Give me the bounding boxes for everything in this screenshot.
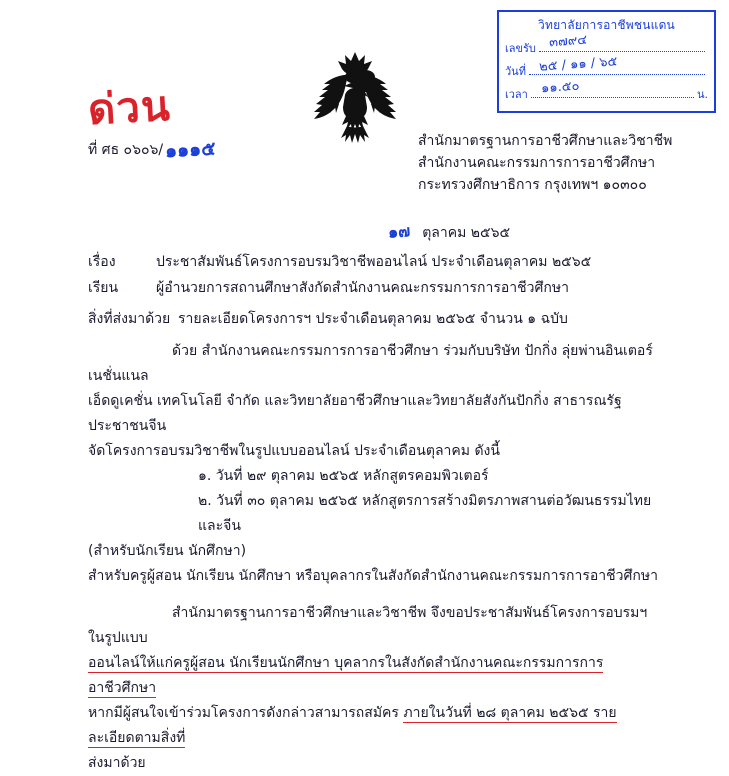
field-to [88,277,569,299]
body-spacer [88,589,658,601]
paragraph-2-line-4: ส่งมาด้วย [88,755,146,771]
paragraph-2-line-3-underlined: ภายในวันที่ ๒๘ ตุลาคม ๒๕๖๕ รายละเอียดตามสิ่งที่ [88,705,617,746]
garuda-emblem-icon [300,48,410,143]
field-attachment-label: สิ่งที่ส่งมาด้วย [88,311,171,327]
document-number-handwritten: ๑๑๑๕ [164,137,217,163]
stamp-title: วิทยาลัยการอาชีพชนแดน [538,18,675,32]
document-date [388,220,510,245]
organization-line-2: สำนักงานคณะกรรมการการอาชีวศึกษา [418,155,656,171]
stamp-dots [531,78,694,98]
paragraph-1-line-2: เอ็ดดูเคชั่น เทคโนโลยี จำกัด และวิทยาลัยอาชีวศึกษาและวิทยาลัยสังกันปักกิ่ง สาธารณรัฐประชาชนจีน [88,393,622,434]
paragraph-2-line-2 [88,651,658,701]
field-attachment-value: รายละเอียดโครงการฯ ประจำเดือนตุลาคม ๒๕๖๕ จำนวน ๑ ฉบับ [178,311,568,327]
list-item: ๒. วันที่ ๓๐ ตุลาคม ๒๕๖๕ หลักสูตรการสร้างมิตรภาพสานต่อวัฒนธรรมไทยและจีน [198,493,652,534]
document-number-label: ที่ ศธ ๐๖๐๖/ [88,142,164,158]
note-line-1: (สำหรับนักเรียน นักศึกษา) [88,543,247,559]
stamp-dots [539,32,705,52]
organization-line-1: สำนักมาตรฐานการอาชีวศึกษาและวิชาชีพ [418,133,673,149]
stamp-label-receipt-number: เลขรับ [505,42,536,55]
paragraph-2-line-3-plain: หากมีผู้สนใจเข้าร่วมโครงการดังกล่าวสามารถสมัคร [88,705,404,721]
document-date-day-handwritten: ๑๗ [387,221,411,242]
stamp-label-time: เวลา [505,88,528,101]
urgent-label: ด่วน [86,80,172,135]
paragraph-2-line-3 [88,701,658,751]
document-body [88,339,658,776]
stamp-dots [529,54,705,75]
paragraph-2-line-2-underlined: ออนไลน์ให้แก่ครูผู้สอน นักเรียนนักศึกษา บุคลากรในสังกัดสำนักงานคณะกรรมการการอาชีวศึกษา [88,655,604,696]
stamp-row-time [505,78,708,103]
organization-line-3: กระทรวงศึกษาธิการ กรุงเทพฯ ๑๐๓๐๐ [418,177,647,193]
field-subject-label: เรื่อง [88,254,116,270]
document-number [88,133,216,163]
received-stamp [497,10,716,113]
note-line-2: สำหรับครูผู้สอน นักเรียน นักศึกษา หรือบุคลากรในสังกัดสำนักงานคณะกรรมการการอาชีวศึกษา [88,568,658,584]
stamp-unit-time: น. [696,88,708,101]
stamp-value-time: ๑๑.๕๐ [540,78,580,97]
stamp-value-receipt-number: ๓๗๙๔ [548,32,588,51]
organization-block [418,130,672,196]
field-subject-value: ประชาสัมพันธ์โครงการอบรมวิชาชีพออนไลน์ ประจำเดือนตุลาคม ๒๕๖๕ [156,254,592,270]
document-date-month-year: ตุลาคม ๒๕๖๕ [422,225,511,241]
paragraph-1-line-1: ด้วย สำนักงานคณะกรรมการการอาชีวศึกษา ร่วมกับบริษัท ปักกิ่ง ลุ่ยพ่านอินเตอร์เนชั่นแนล [88,343,653,384]
field-subject [88,251,591,273]
field-attachment [88,308,568,330]
stamp-value-date: ๒๕ / ๑๑ / ๖๕ [538,54,618,75]
paragraph-1-line-3: จัดโครงการอบรมวิชาชีพในรูปแบบออนไลน์ ประจำเดือนตุลาคม ดังนี้ [88,443,500,459]
stamp-label-date: วันที่ [505,65,526,78]
list-item: ๑. วันที่ ๒๙ ตุลาคม ๒๕๖๕ หลักสูตรคอมพิวเตอร์ [198,468,489,484]
field-to-value: ผู้อำนวยการสถานศึกษาสังกัดสำนักงานคณะกรรมการการอาชีวศึกษา [156,280,569,296]
field-to-label: เรียน [88,280,119,296]
stamp-row-date [505,54,708,80]
paragraph-2-line-1: สำนักมาตรฐานการอาชีวศึกษาและวิชาชีพ จึงขอประชาสัมพันธ์โครงการอบรมฯ ในรูปแบบ [88,605,648,646]
